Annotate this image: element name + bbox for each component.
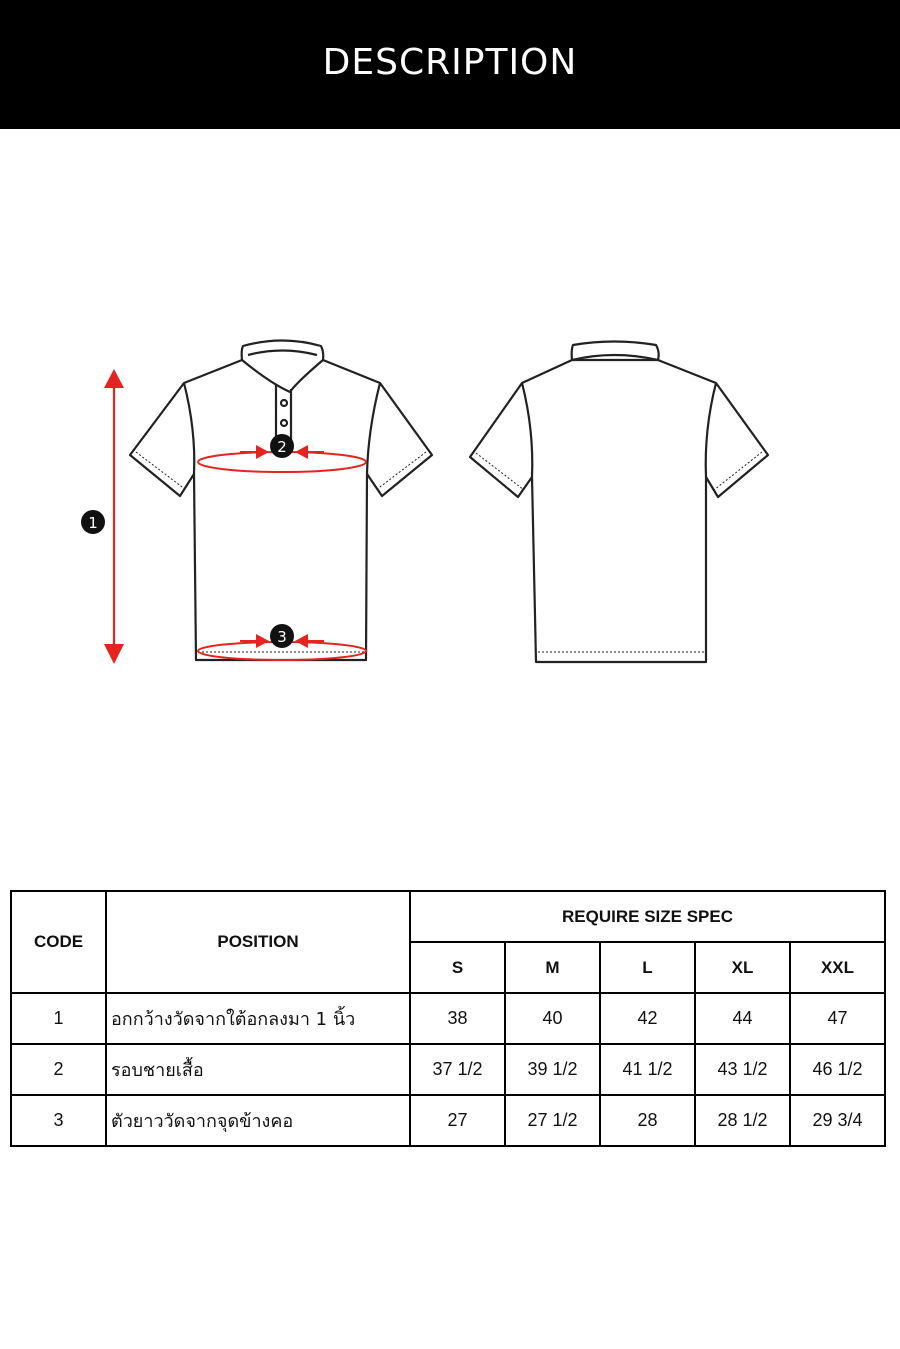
row-value-m: 40 [505, 993, 600, 1044]
row-code: 1 [11, 993, 106, 1044]
row-value-l: 28 [600, 1095, 695, 1146]
length-measure [104, 369, 124, 664]
row-value-xl: 28 1/2 [695, 1095, 790, 1146]
row-value-l: 41 1/2 [600, 1044, 695, 1095]
row-code: 2 [11, 1044, 106, 1095]
row-value-xxl: 29 3/4 [790, 1095, 885, 1146]
row-value-l: 42 [600, 993, 695, 1044]
svg-text:3: 3 [277, 628, 287, 646]
row-value-xl: 44 [695, 993, 790, 1044]
size-header-xl: XL [695, 942, 790, 993]
header-bar [0, 0, 900, 129]
size-header-l: L [600, 942, 695, 993]
code-header: CODE [11, 891, 106, 993]
svg-text:1: 1 [88, 514, 98, 532]
marker-1 [81, 510, 105, 534]
row-value-m: 27 1/2 [505, 1095, 600, 1146]
row-value-xxl: 47 [790, 993, 885, 1044]
front-shirt [130, 341, 432, 661]
svg-text:2: 2 [277, 438, 287, 456]
row-value-xl: 43 1/2 [695, 1044, 790, 1095]
page-title: DESCRIPTION [322, 42, 578, 83]
size-header-s: S [410, 942, 505, 993]
row-value-s: 37 1/2 [410, 1044, 505, 1095]
row-position: ตัวยาววัดจากจุดข้างคอ [106, 1095, 410, 1146]
row-value-m: 39 1/2 [505, 1044, 600, 1095]
size-header-m: M [505, 942, 600, 993]
row-position: อกกว้างวัดจากใต้อกลงมา 1 นิ้ว [106, 993, 410, 1044]
row-value-s: 38 [410, 993, 505, 1044]
marker-2 [270, 434, 294, 458]
spec-header: REQUIRE SIZE SPEC [410, 891, 885, 942]
row-position: รอบชายเสื้อ [106, 1044, 410, 1095]
marker-3 [270, 624, 294, 648]
position-header: POSITION [106, 891, 410, 993]
back-shirt [470, 342, 768, 663]
table-row [11, 993, 885, 1044]
size-spec-table [10, 890, 886, 1147]
row-code: 3 [11, 1095, 106, 1146]
size-header-xxl: XXL [790, 942, 885, 993]
shirt-diagram [0, 300, 900, 700]
table-row [11, 1095, 885, 1146]
row-value-xxl: 46 1/2 [790, 1044, 885, 1095]
row-value-s: 27 [410, 1095, 505, 1146]
table-row [11, 1044, 885, 1095]
